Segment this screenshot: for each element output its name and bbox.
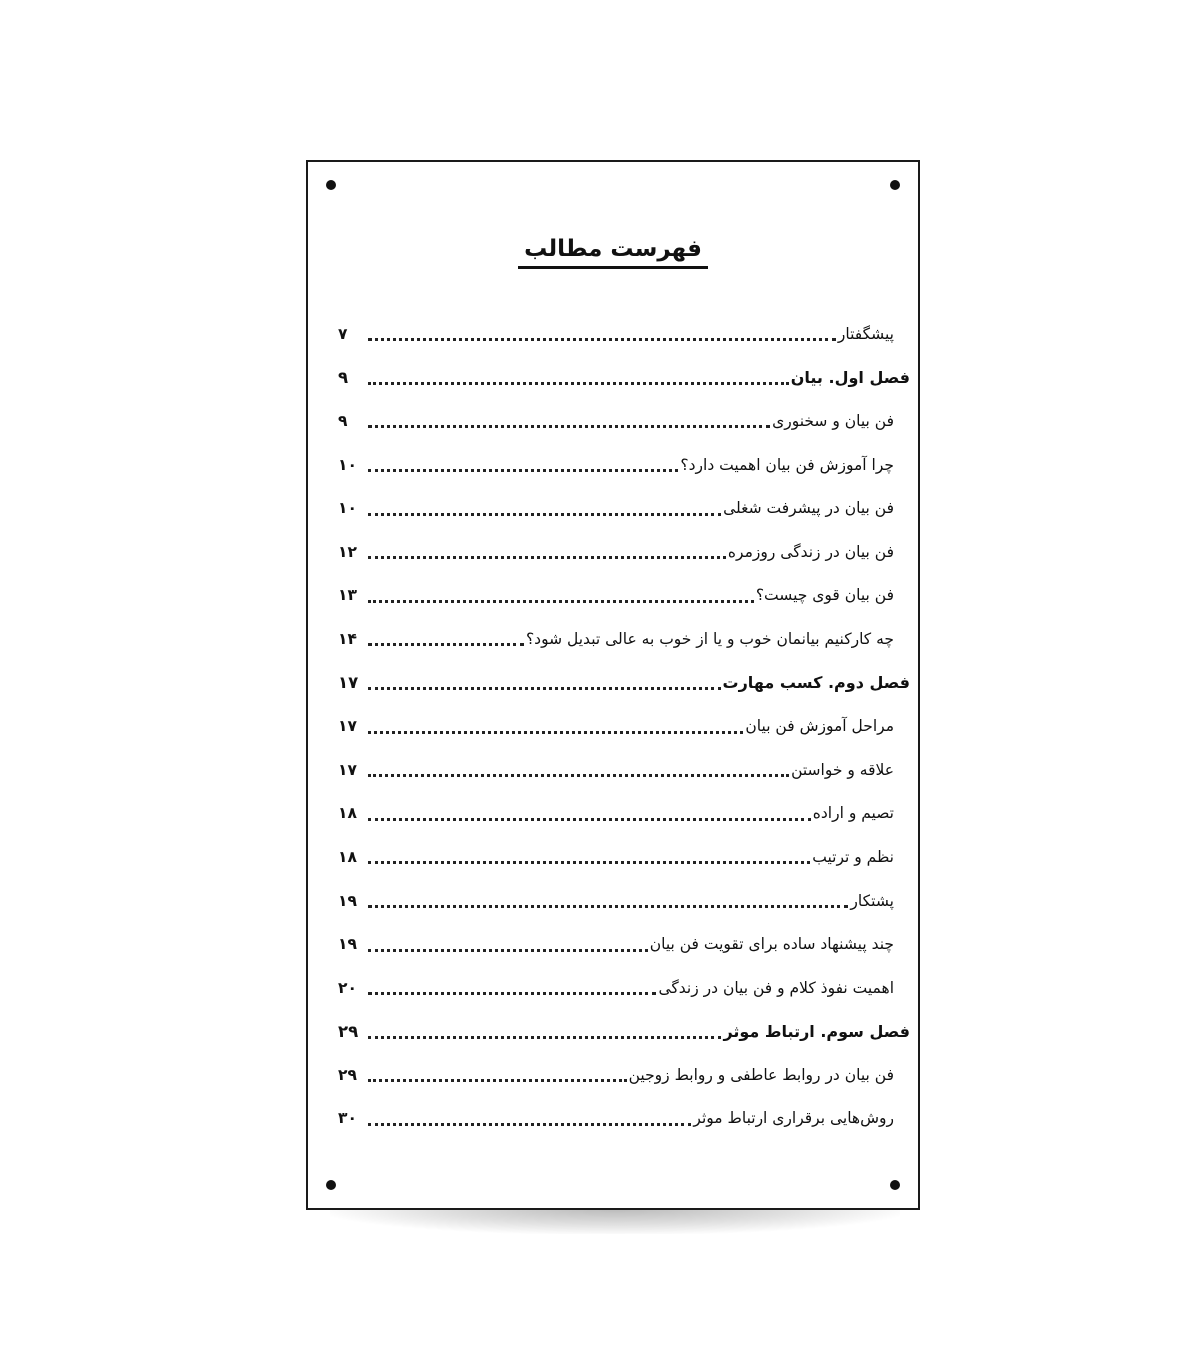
toc-page-number: ۱۲ xyxy=(338,542,357,561)
toc-entry-title: نظم و ترتیب xyxy=(812,847,894,866)
toc-section-row[interactable] xyxy=(308,748,918,792)
toc-dot-leader xyxy=(368,469,678,472)
toc-entry-title: علاقه و خواستن xyxy=(791,760,894,779)
toc-page-number: ۱۰ xyxy=(338,499,357,518)
toc-page-number: ۳۰ xyxy=(338,1109,357,1128)
toc-page-number: ۱۸ xyxy=(338,804,357,823)
toc-section-row[interactable] xyxy=(308,922,918,966)
toc-entry-title: فصل اول. بیان xyxy=(790,367,910,387)
toc-entry-title: چند پیشنهاد ساده برای تقویت فن بیان xyxy=(649,935,894,954)
toc-entry-title: چه کارکنیم بیانمان خوب و یا از خوب به عالی تبدیل شود؟ xyxy=(525,629,894,648)
toc-dot-leader xyxy=(368,513,721,516)
toc-page-number: ۱۰ xyxy=(338,455,357,474)
toc-page-number: ۹ xyxy=(338,367,349,387)
toc-page-number: ۲۹ xyxy=(338,1065,357,1084)
book-page xyxy=(306,160,920,1210)
toc-dot-leader xyxy=(368,905,848,908)
toc-dot-leader xyxy=(368,1123,691,1126)
toc-entry-title: اهمیت نفوذ کلام و فن بیان در زندگی xyxy=(658,978,894,997)
toc-dot-leader xyxy=(368,687,721,690)
toc-section-row[interactable] xyxy=(308,966,918,1010)
toc-entry-title: مراحل آموزش فن بیان xyxy=(745,717,894,736)
toc-section-row[interactable] xyxy=(308,879,918,923)
toc-page-number: ۲۹ xyxy=(338,1021,359,1041)
toc-dot-leader xyxy=(368,600,754,603)
toc-chapter-row[interactable] xyxy=(308,661,918,705)
toc-dot-leader xyxy=(368,425,770,428)
toc-dot-leader xyxy=(368,338,836,341)
toc-dot-leader xyxy=(368,643,524,646)
toc-entry-title: روش‌هایی برقراری ارتباط موثر xyxy=(693,1109,894,1128)
toc-section-row[interactable] xyxy=(308,574,918,618)
toc-heading xyxy=(308,236,918,269)
toc-entry-title: پشتکار xyxy=(850,891,894,910)
toc-chapter-row[interactable] xyxy=(308,356,918,400)
toc-dot-leader xyxy=(368,992,656,995)
toc-page-number: ۱۳ xyxy=(338,586,357,605)
toc-dot-leader xyxy=(368,382,789,385)
toc-section-row[interactable] xyxy=(308,486,918,530)
toc-page-number: ۱۷ xyxy=(338,760,357,779)
toc-entry-title: فن بیان قوی چیست؟ xyxy=(755,586,894,605)
toc-dot-leader xyxy=(368,861,810,864)
toc-entry-title: چرا آموزش فن بیان اهمیت دارد؟ xyxy=(680,455,894,474)
corner-dot-top-left xyxy=(326,180,336,190)
toc-dot-leader xyxy=(368,774,789,777)
toc-entry-title: فن بیان در روابط عاطفی و روابط زوجین xyxy=(628,1065,894,1084)
toc-section-row[interactable] xyxy=(308,312,918,356)
toc-dot-leader xyxy=(368,1079,627,1082)
toc-page-number: ۲۰ xyxy=(338,978,357,997)
corner-dot-top-right xyxy=(890,180,900,190)
toc-page-number: ۱۸ xyxy=(338,847,357,866)
toc-entry-title: فصل دوم. کسب مهارت xyxy=(722,673,910,693)
toc-section-row[interactable] xyxy=(308,792,918,836)
toc-section-row[interactable] xyxy=(308,1053,918,1097)
toc-dot-leader xyxy=(368,556,726,559)
toc-dot-leader xyxy=(368,949,648,952)
toc-dot-leader xyxy=(368,1036,721,1039)
toc-entry-title: فن بیان و سخنوری xyxy=(772,411,894,430)
toc-page-number: ۷ xyxy=(338,324,348,343)
toc-dot-leader xyxy=(368,731,743,734)
corner-dot-bottom-left xyxy=(326,1180,336,1190)
toc-entry-title: تصیم و اراده xyxy=(812,804,894,823)
toc-section-row[interactable] xyxy=(308,617,918,661)
toc-section-row[interactable] xyxy=(308,530,918,574)
toc-entry-title: فن بیان در زندگی روزمره xyxy=(727,542,894,561)
toc-list xyxy=(308,312,918,1140)
toc-page-number: ۹ xyxy=(338,411,348,430)
toc-page-number: ۱۴ xyxy=(338,629,357,648)
toc-page-number: ۱۷ xyxy=(338,673,359,693)
toc-chapter-row[interactable] xyxy=(308,1010,918,1054)
page-shadow xyxy=(330,1208,900,1234)
toc-heading-text: فهرست مطالب xyxy=(518,236,708,269)
toc-page-number: ۱۹ xyxy=(338,935,357,954)
toc-entry-title: پیشگفتار xyxy=(837,324,894,343)
toc-dot-leader xyxy=(368,818,811,821)
toc-page-number: ۱۷ xyxy=(338,717,357,736)
toc-entry-title: فن بیان در پیشرفت شغلی xyxy=(723,499,894,518)
toc-page-number: ۱۹ xyxy=(338,891,357,910)
toc-section-row[interactable] xyxy=(308,835,918,879)
toc-section-row[interactable] xyxy=(308,399,918,443)
toc-section-row[interactable] xyxy=(308,443,918,487)
toc-section-row[interactable] xyxy=(308,1097,918,1141)
toc-section-row[interactable] xyxy=(308,704,918,748)
corner-dot-bottom-right xyxy=(890,1180,900,1190)
toc-entry-title: فصل سوم. ارتباط موثر xyxy=(723,1021,910,1041)
